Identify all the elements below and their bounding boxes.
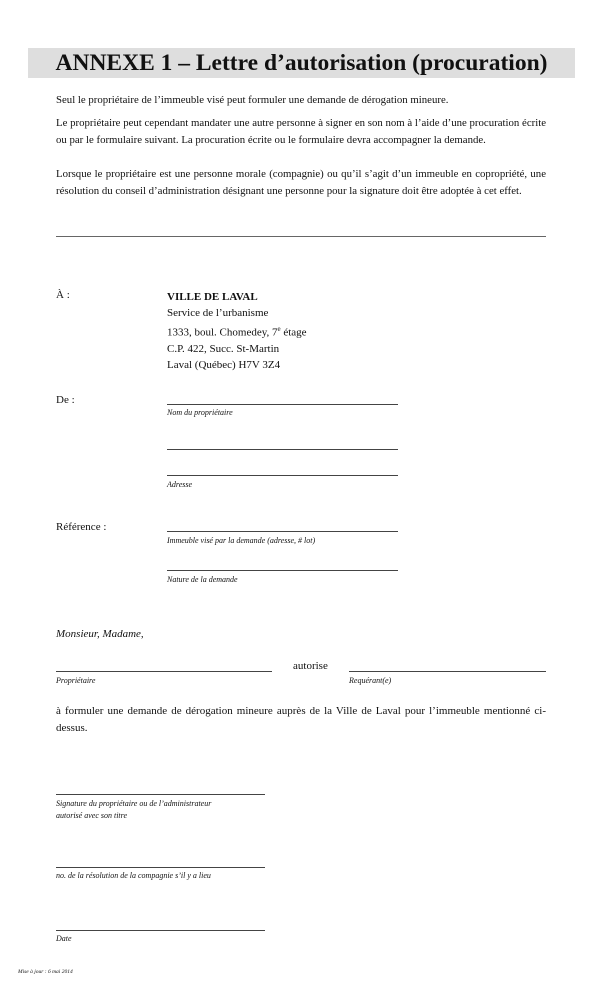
authorization-purpose: à formuler une demande de dérogation mineure auprès de la Ville de Laval pour l’immeuble mentionné ci-dessus. bbox=[56, 705, 546, 734]
recipient-street: 1333, boul. Chomedey, 7e étage bbox=[167, 325, 307, 339]
resolution-field[interactable] bbox=[56, 867, 265, 868]
recipient-name: VILLE DE LAVAL bbox=[167, 291, 258, 303]
nature-field[interactable] bbox=[167, 570, 398, 571]
intro-paragraph-1: Seul le propriétaire de l’immeuble visé peut formuler une demande de dérogation mineure. bbox=[56, 94, 449, 106]
section-divider bbox=[56, 236, 546, 237]
owner-name-field[interactable] bbox=[167, 404, 398, 405]
recipient-label: À : bbox=[56, 289, 70, 301]
address-field-line-1[interactable] bbox=[167, 449, 398, 450]
page-title: ANNEXE 1 – Lettre d’autorisation (procuration) bbox=[55, 50, 548, 76]
intro-paragraph-3: Lorsque le propriétaire est une personne morale (compagnie) ou qu’il s’agit d’un immeuble en copropriété, une résolution du conseil d’administration désignant une personne pour la signature doit être adoptée à cet effet. bbox=[56, 168, 546, 197]
owner-field[interactable] bbox=[56, 671, 272, 672]
signature-caption: Signature du propriétaire ou de l’administrateur autorisé avec son titre bbox=[56, 799, 212, 820]
recipient-address bbox=[167, 289, 307, 373]
reference-label: Référence : bbox=[56, 521, 107, 533]
date-caption: Date bbox=[56, 934, 72, 943]
from-label: De : bbox=[56, 394, 75, 406]
recipient-city: Laval (Québec) H7V 3Z4 bbox=[167, 358, 281, 371]
intro-paragraph-2: Le propriétaire peut cependant mandater une autre personne à signer en son nom à l’aide d’une procuration écrite ou par le formulaire suivant. La procuration écrite ou le formulaire devra accompagner la demande. bbox=[56, 117, 546, 146]
date-field[interactable] bbox=[56, 930, 265, 931]
property-field[interactable] bbox=[167, 531, 398, 532]
applicant-field[interactable] bbox=[349, 671, 546, 672]
recipient-po-box: C.P. 422, Succ. St-Martin bbox=[167, 342, 280, 355]
address-field-line-2[interactable] bbox=[167, 475, 398, 476]
resolution-caption: no. de la résolution de la compagnie s’il y a lieu bbox=[56, 871, 211, 880]
owner-caption: Propriétaire bbox=[56, 676, 96, 685]
address-caption: Adresse bbox=[167, 480, 193, 489]
signature-field[interactable] bbox=[56, 794, 265, 795]
update-footnote: Mise à jour : 6 mai 2014 bbox=[18, 969, 73, 975]
authorize-verb: autorise bbox=[293, 660, 328, 672]
salutation: Monsieur, Madame, bbox=[56, 628, 144, 640]
property-caption: Immeuble visé par la demande (adresse, # lot) bbox=[167, 536, 316, 545]
applicant-caption: Requérant(e) bbox=[349, 676, 392, 685]
owner-name-caption: Nom du propriétaire bbox=[167, 408, 233, 417]
recipient-service: Service de l’urbanisme bbox=[167, 307, 269, 319]
nature-caption: Nature de la demande bbox=[167, 575, 238, 584]
